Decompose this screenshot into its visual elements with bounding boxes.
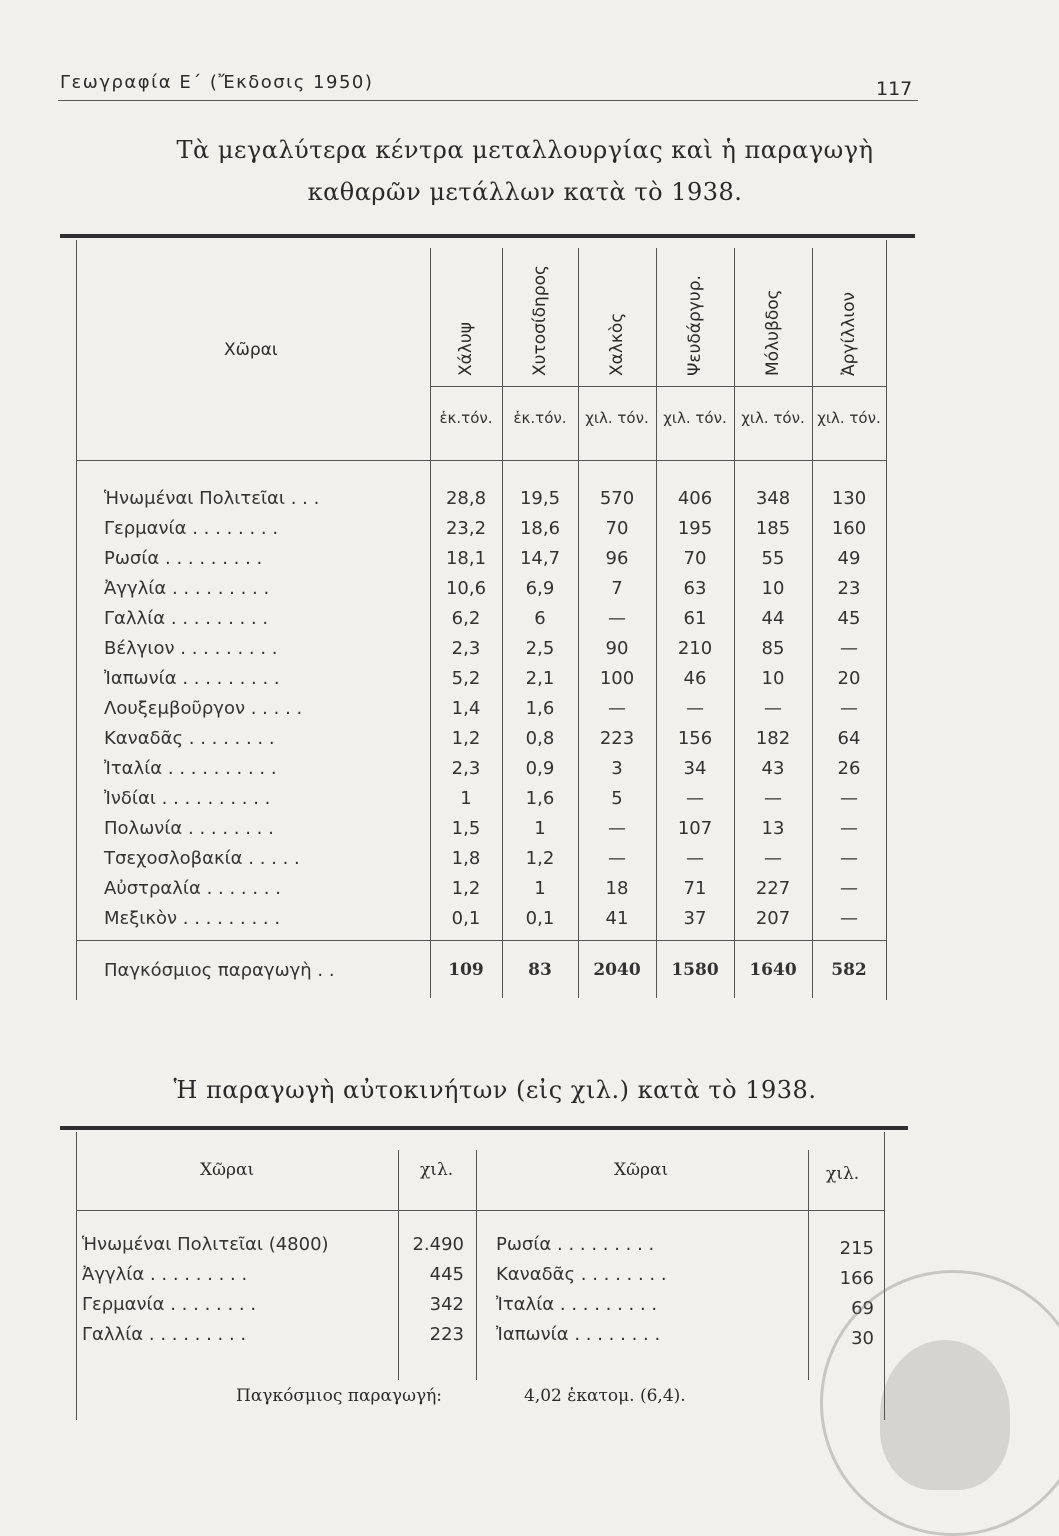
metals-cell: 0,9	[525, 758, 555, 779]
metals-unit: χιλ. τόν.	[817, 409, 881, 427]
metals-cell: 1,4	[451, 698, 481, 719]
metals-world-cell: 582	[831, 960, 867, 980]
metals-cell: 55	[761, 548, 785, 569]
metals-cell: 570	[599, 488, 635, 509]
cars-right-value: 166	[839, 1268, 874, 1289]
cars-left-country: Γαλλία . . . . . . . . .	[82, 1324, 247, 1345]
metals-cell: —	[686, 698, 704, 719]
metals-cell: 71	[683, 878, 707, 899]
metals-row-country: Πολωνία . . . . . . . .	[104, 818, 274, 839]
metals-cell: —	[840, 818, 858, 839]
cars-left-country: Γερμανία . . . . . . . .	[82, 1294, 257, 1315]
metals-cell: 5	[611, 788, 623, 809]
metals-column-header: Ἀργίλλιον	[839, 291, 859, 376]
metals-cell: —	[686, 848, 704, 869]
cars-right-country: Ἰαπωνία . . . . . . . .	[496, 1324, 661, 1345]
metals-cell: 227	[755, 878, 791, 899]
metals-cell: 70	[683, 548, 707, 569]
metals-cell: 0,1	[451, 908, 481, 929]
metals-cell: 44	[761, 608, 785, 629]
metals-cell: —	[608, 698, 626, 719]
metals-cell: 23,2	[445, 518, 487, 539]
metals-cell: 20	[837, 668, 861, 689]
metals-left-border	[76, 240, 77, 1000]
metals-top-rule	[60, 234, 915, 238]
metals-cell: 6,2	[451, 608, 481, 629]
metals-row-country: Καναδᾶς . . . . . . . .	[104, 728, 275, 749]
metals-cell: 1	[534, 818, 546, 839]
metals-cell: 49	[837, 548, 861, 569]
metals-right-border	[886, 240, 887, 1000]
metals-cell: 10	[761, 668, 785, 689]
metals-world-cell: 1640	[749, 960, 797, 980]
metals-cell: 18,1	[445, 548, 487, 569]
metals-row-country: Λουξεμβοῦργον . . . . .	[104, 698, 303, 719]
metals-cell: —	[840, 788, 858, 809]
metals-cell: 1	[460, 788, 472, 809]
metals-header-bottom-line	[76, 460, 886, 461]
cars-header-line	[76, 1210, 884, 1211]
metals-cell: —	[764, 848, 782, 869]
metals-cell: 34	[683, 758, 707, 779]
header-rule	[58, 100, 918, 101]
metals-unit: χιλ. τόν.	[663, 409, 727, 427]
cars-right-country: Καναδᾶς . . . . . . . .	[496, 1264, 667, 1285]
metals-unit: ἑκ.τόν.	[439, 409, 493, 427]
cars-left-value: 445	[429, 1264, 464, 1285]
metals-cell: —	[764, 698, 782, 719]
metals-unit: χιλ. τόν.	[585, 409, 649, 427]
metals-cell: 46	[683, 668, 707, 689]
metals-cell: 1,2	[451, 878, 481, 899]
metals-cell: 85	[761, 638, 785, 659]
metals-column-header: Χαλκὸς	[607, 312, 627, 376]
cars-left-unit-header: χιλ.	[420, 1160, 454, 1180]
cars-right-value: 30	[851, 1328, 874, 1349]
metals-cell: 7	[611, 578, 623, 599]
metals-row-country: Μεξικὸν . . . . . . . . .	[104, 908, 281, 929]
metals-cell: 210	[677, 638, 713, 659]
cars-right-value: 215	[839, 1238, 874, 1259]
cars-right-value: 69	[851, 1298, 874, 1319]
cars-left-country: Ἀγγλία . . . . . . . . .	[82, 1264, 248, 1285]
metals-cell: 3	[611, 758, 623, 779]
metals-cell: 348	[755, 488, 791, 509]
metals-cell: 185	[755, 518, 791, 539]
metals-cell: 100	[599, 668, 635, 689]
cars-left-country: Ἡνωμέναι Πολιτεῖαι (4800)	[82, 1234, 329, 1255]
metals-cell: 6	[534, 608, 546, 629]
metals-cell: 0,1	[525, 908, 555, 929]
metals-cell: 19,5	[519, 488, 561, 509]
metals-cell: 61	[683, 608, 707, 629]
cars-col-line-2	[476, 1150, 477, 1380]
metals-cell: 18,6	[519, 518, 561, 539]
metals-column-header: Μόλυβδος	[763, 289, 783, 376]
metals-row-country: Ρωσία . . . . . . . . .	[104, 548, 263, 569]
metals-world-cell: 1580	[671, 960, 719, 980]
metals-row-country: Ἡνωμέναι Πολιτεῖαι . . .	[104, 488, 320, 509]
metals-cell: —	[840, 848, 858, 869]
metals-cell: 37	[683, 908, 707, 929]
metals-cell: 195	[677, 518, 713, 539]
metals-cell: 223	[599, 728, 635, 749]
page-number: 117	[876, 78, 913, 100]
metals-unit: ἑκ.τόν.	[513, 409, 567, 427]
stamp-emblem	[880, 1340, 1010, 1490]
metals-column-header: Ψευδάργυρ.	[685, 275, 705, 376]
metals-world-label: Παγκόσμιος παραγωγὴ . .	[104, 960, 335, 981]
cars-right-unit-header: χιλ.	[826, 1164, 860, 1184]
metals-cell: 45	[837, 608, 861, 629]
cars-world-label: Παγκόσμιος παραγωγή:	[236, 1386, 443, 1406]
metals-row-country: Γερμανία . . . . . . . .	[104, 518, 279, 539]
metals-cell: —	[840, 878, 858, 899]
metals-cell: 64	[837, 728, 861, 749]
metals-cell: 10	[761, 578, 785, 599]
cars-left-border	[76, 1132, 77, 1420]
cars-left-country-header: Χῶραι	[200, 1160, 255, 1180]
metals-cell: 70	[605, 518, 629, 539]
metals-cell: —	[608, 608, 626, 629]
metals-cell: 2,1	[525, 668, 555, 689]
metals-cell: —	[764, 788, 782, 809]
metals-cell: 43	[761, 758, 785, 779]
metals-cell: 1,2	[525, 848, 555, 869]
cars-right-country-header: Χῶραι	[614, 1160, 669, 1180]
metals-country-header: Χῶραι	[224, 340, 278, 360]
metals-cell: 1	[534, 878, 546, 899]
metals-world-cell: 109	[448, 960, 484, 980]
metals-title-line2: καθαρῶν μετάλλων κατὰ τὸ 1938.	[307, 178, 743, 206]
cars-top-rule	[60, 1126, 908, 1130]
metals-row-country: Ἰνδίαι . . . . . . . . . .	[104, 788, 271, 809]
metals-cell: 18	[605, 878, 629, 899]
metals-cell: 26	[837, 758, 861, 779]
cars-right-country: Ἰταλία . . . . . . . . .	[496, 1294, 658, 1315]
metals-cell: —	[840, 908, 858, 929]
metals-cell: 207	[755, 908, 791, 929]
metals-row-country: Ἰαπωνία . . . . . . . . .	[104, 668, 280, 689]
metals-cell: 156	[677, 728, 713, 749]
metals-cell: 2,3	[451, 758, 481, 779]
metals-cell: 107	[677, 818, 713, 839]
metals-cell: 130	[831, 488, 867, 509]
metals-cell: 406	[677, 488, 713, 509]
running-header: Γεωγραφία Ε΄ (Ἔκδοσις 1950)	[60, 72, 374, 93]
cars-left-value: 342	[429, 1294, 464, 1315]
metals-cell: 41	[605, 908, 629, 929]
metals-cell: 6,9	[525, 578, 555, 599]
metals-cell: 10,6	[445, 578, 487, 599]
metals-title-line1: Τὰ μεγαλύτερα κέντρα μεταλλουργίας καὶ ἡ παραγωγὴ	[176, 136, 874, 164]
metals-cell: 2,5	[525, 638, 555, 659]
metals-cell: —	[686, 788, 704, 809]
metals-row-country: Αὐστραλία . . . . . . .	[104, 878, 281, 899]
metals-cell: 5,2	[451, 668, 481, 689]
metals-cell: —	[608, 818, 626, 839]
metals-cell: 1,6	[525, 698, 555, 719]
metals-cell: 1,2	[451, 728, 481, 749]
metals-row-country: Βέλγιον . . . . . . . . .	[104, 638, 278, 659]
cars-left-value: 223	[429, 1324, 464, 1345]
metals-world-separator	[76, 940, 886, 941]
metals-world-cell: 2040	[593, 960, 641, 980]
metals-column-header: Χάλυψ	[456, 322, 476, 376]
metals-cell: 1,5	[451, 818, 481, 839]
metals-cell: 23	[837, 578, 861, 599]
metals-cell: 1,8	[451, 848, 481, 869]
metals-cell: 0,8	[525, 728, 555, 749]
metals-cell: 28,8	[445, 488, 487, 509]
metals-row-country: Γαλλία . . . . . . . . .	[104, 608, 269, 629]
metals-cell: 96	[605, 548, 629, 569]
metals-cell: 63	[683, 578, 707, 599]
metals-cell: 160	[831, 518, 867, 539]
metals-cell: 1,6	[525, 788, 555, 809]
metals-cell: 13	[761, 818, 785, 839]
metals-column-header: Χυτοσίδηρος	[530, 265, 550, 376]
metals-unit: χιλ. τόν.	[741, 409, 805, 427]
metals-unit-separator	[430, 386, 886, 387]
metals-row-country: Ἰταλία . . . . . . . . . .	[104, 758, 277, 779]
metals-row-country: Ἀγγλία . . . . . . . . .	[104, 578, 270, 599]
metals-cell: —	[608, 848, 626, 869]
metals-cell: —	[840, 638, 858, 659]
cars-world-value: 4,02 ἑκατομ. (6,4).	[524, 1386, 686, 1406]
metals-cell: 2,3	[451, 638, 481, 659]
cars-right-country: Ρωσία . . . . . . . . .	[496, 1234, 655, 1255]
metals-cell: 90	[605, 638, 629, 659]
metals-world-cell: 83	[528, 960, 552, 980]
metals-row-country: Τσεχοσλοβακία . . . . .	[104, 848, 300, 869]
cars-title: Ἡ παραγωγὴ αὐτοκινήτων (εἰς χιλ.) κατὰ τὸ 1938.	[173, 1076, 817, 1104]
metals-cell: 14,7	[519, 548, 561, 569]
metals-cell: —	[840, 698, 858, 719]
metals-cell: 182	[755, 728, 791, 749]
cars-left-value: 2.490	[412, 1234, 464, 1255]
